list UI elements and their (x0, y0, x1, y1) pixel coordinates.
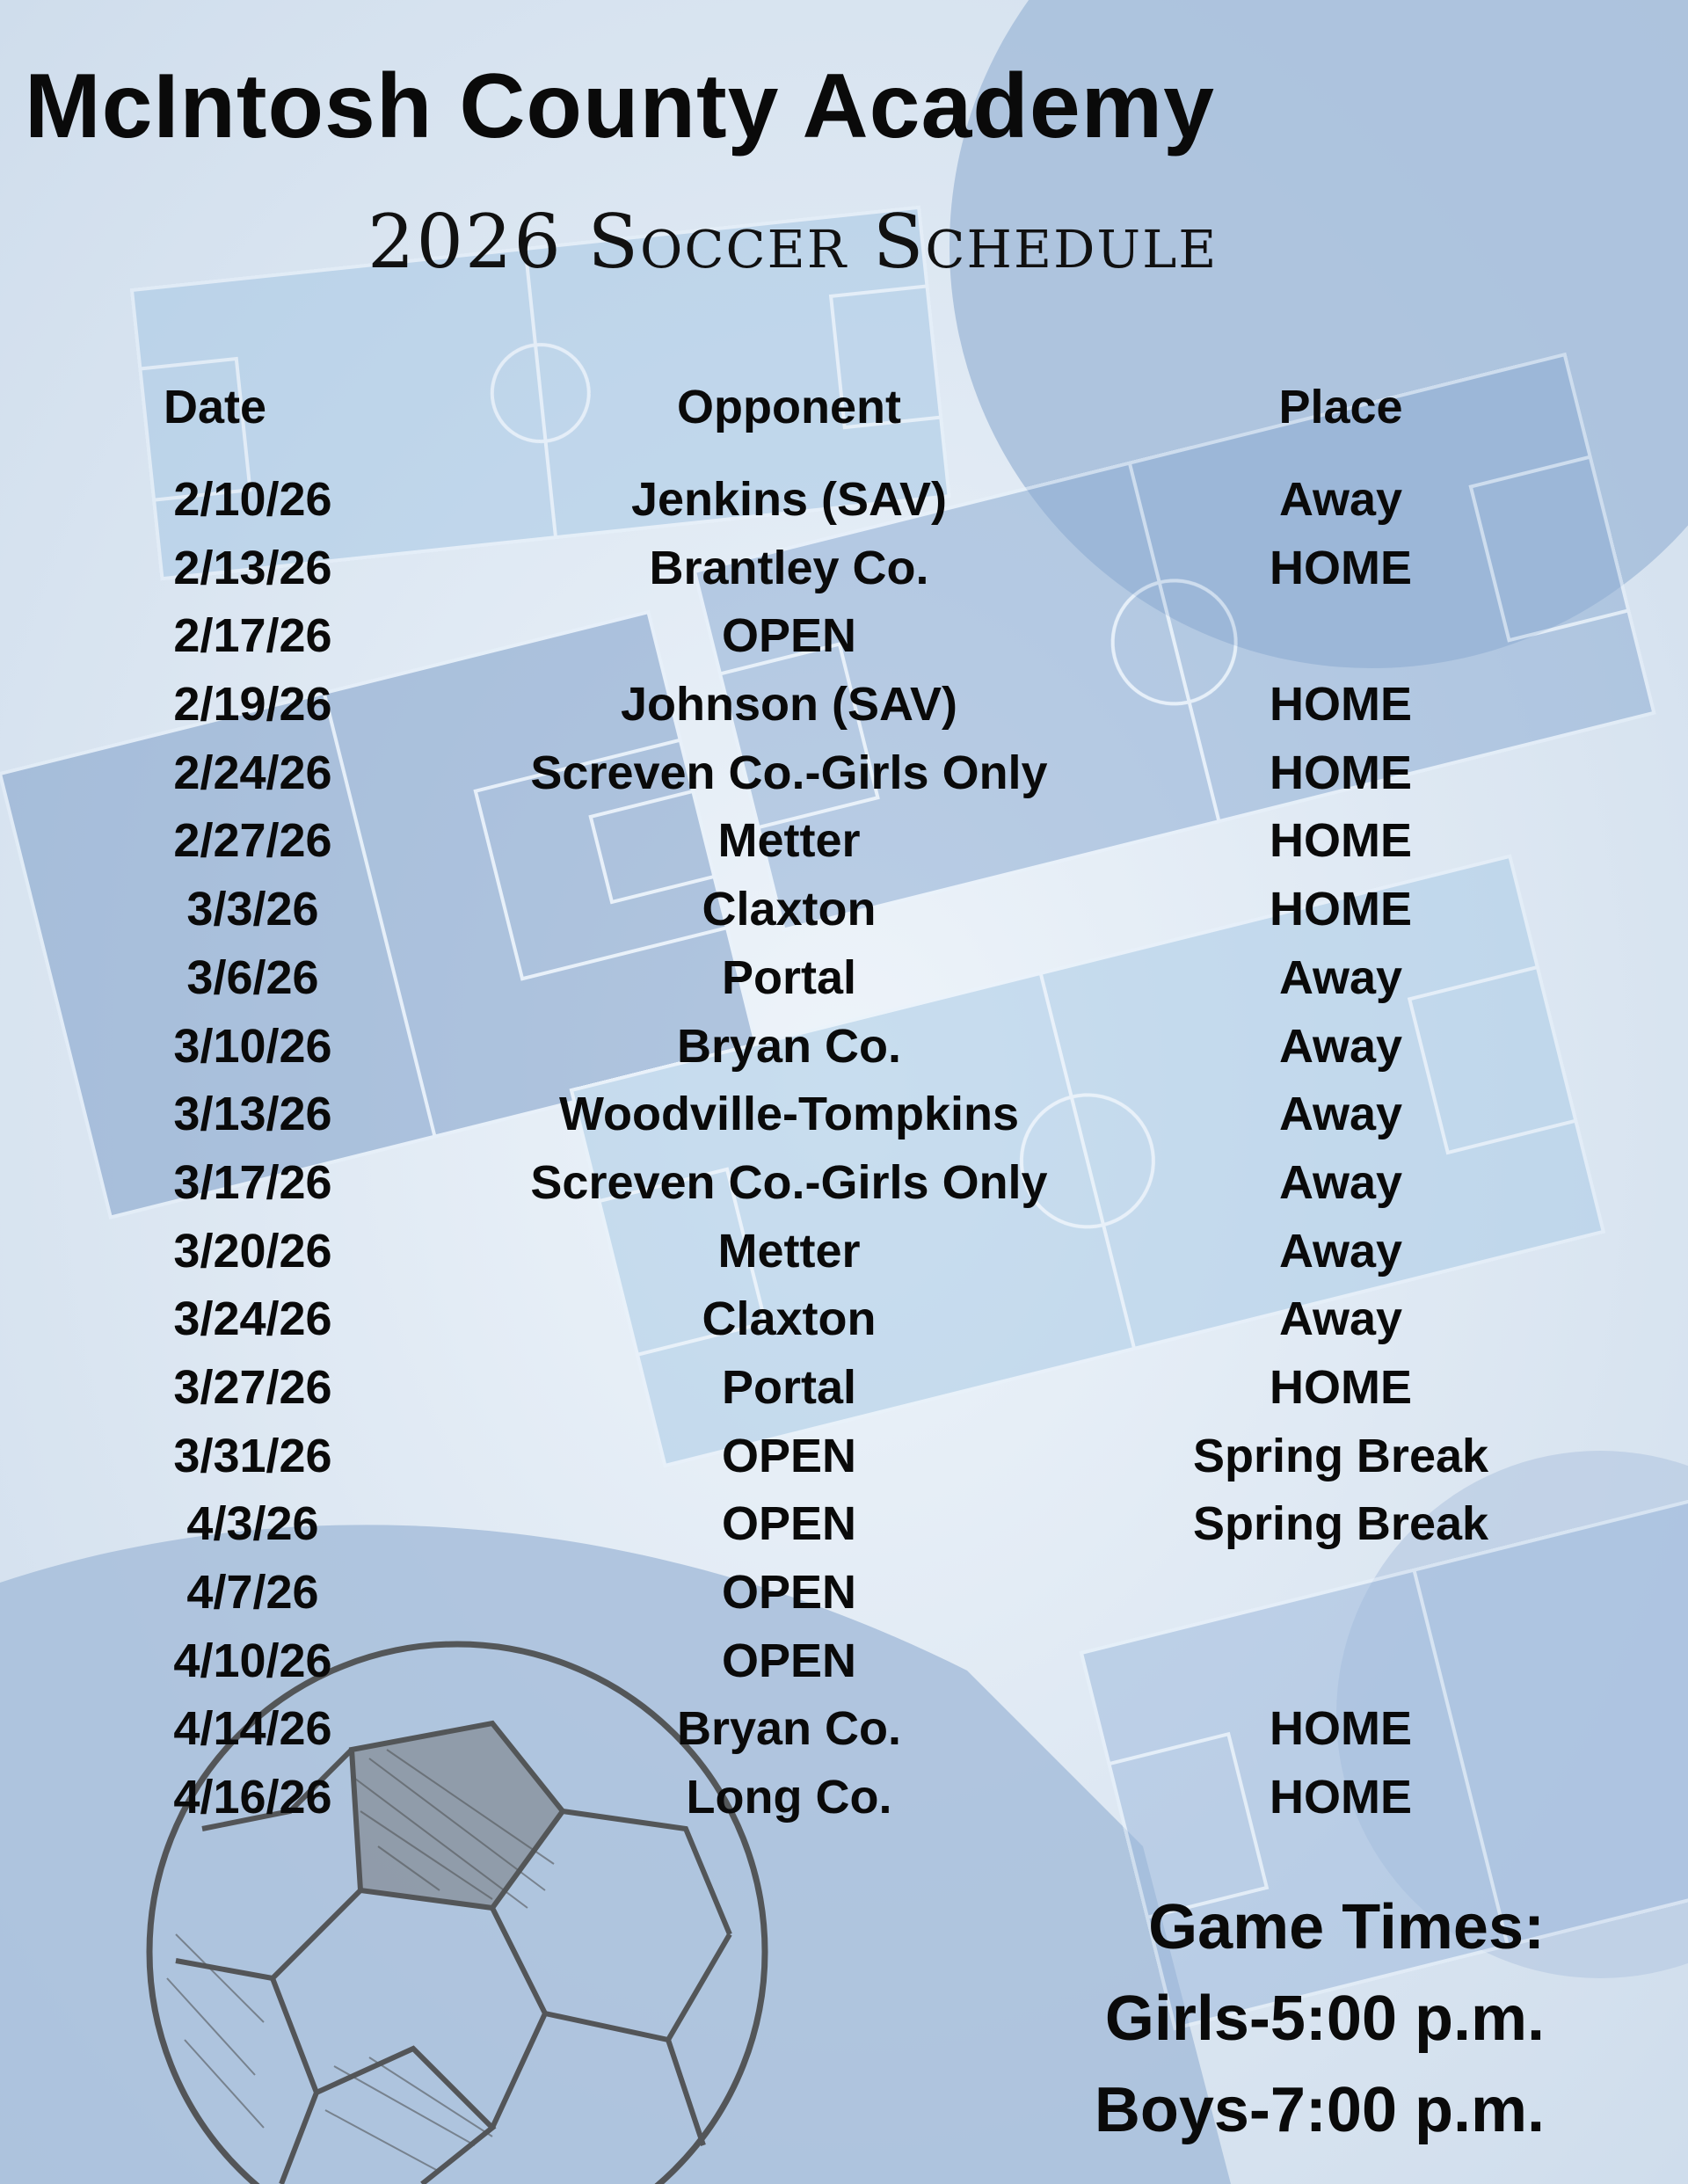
table-row (0, 878, 1688, 947)
row-place: Away (1278, 1224, 1403, 1278)
row-opponent: Claxton (702, 883, 877, 936)
row-date: 4/3/26 (186, 1497, 319, 1551)
row-date: 2/10/26 (173, 473, 332, 526)
row-date: 4/14/26 (173, 1702, 332, 1756)
row-date: 3/17/26 (173, 1155, 332, 1209)
row-opponent: Screven Co.-Girls Only (530, 1155, 1048, 1209)
row-date: 2/27/26 (173, 814, 332, 868)
table-row (0, 1698, 1688, 1766)
row-place: HOME (1270, 678, 1412, 732)
row-date: 4/10/26 (173, 1634, 332, 1687)
row-date: 3/31/26 (173, 1429, 332, 1482)
game-times-heading: Game Times: (1148, 1892, 1545, 1962)
table-row (0, 742, 1688, 811)
column-header-opponent: Opponent (677, 381, 901, 433)
row-place: HOME (1270, 1360, 1412, 1414)
table-row (0, 469, 1688, 537)
row-date: 3/20/26 (173, 1224, 332, 1278)
column-header-date: Date (164, 381, 267, 433)
girls-game-time: Girls-5:00 p.m. (1104, 1984, 1545, 2054)
row-place: Spring Break (1192, 1497, 1489, 1551)
table-row (0, 1220, 1688, 1289)
row-date: 3/24/26 (173, 1292, 332, 1346)
row-place: Away (1278, 1292, 1403, 1346)
game-times-block (1095, 1882, 1545, 2156)
table-row (0, 1083, 1688, 1152)
row-date: 2/19/26 (173, 678, 332, 732)
table-row (0, 1562, 1688, 1630)
table-row (0, 1493, 1688, 1562)
row-date: 4/16/26 (173, 1771, 332, 1824)
row-place: Away (1278, 473, 1403, 526)
row-opponent: Metter (717, 1224, 861, 1278)
row-date: 3/13/26 (173, 1088, 332, 1141)
boys-game-time: Boys-7:00 p.m. (1094, 2075, 1545, 2145)
row-date: 2/17/26 (173, 609, 332, 663)
row-opponent: Long Co. (686, 1771, 892, 1824)
schedule-table (0, 469, 1688, 1835)
row-opponent: Portal (721, 1360, 857, 1414)
table-row (0, 1630, 1688, 1699)
row-date: 4/7/26 (186, 1566, 319, 1619)
table-row (0, 1425, 1688, 1494)
table-row (0, 1152, 1688, 1220)
row-date: 3/6/26 (186, 950, 319, 1004)
row-opponent: Claxton (702, 1292, 877, 1346)
row-date: 3/27/26 (173, 1360, 332, 1414)
row-place: HOME (1270, 883, 1412, 936)
row-opponent: Brantley Co. (649, 541, 929, 594)
column-header-place: Place (1278, 381, 1403, 433)
row-place: Away (1278, 1088, 1403, 1141)
row-opponent: Jenkins (SAV) (630, 473, 948, 526)
table-row (0, 947, 1688, 1016)
page-title: McIntosh County Academy (25, 55, 1215, 157)
row-place: HOME (1270, 541, 1412, 594)
table-row (0, 673, 1688, 742)
row-opponent: Screven Co.-Girls Only (530, 746, 1048, 799)
row-opponent: OPEN (721, 1566, 857, 1619)
schedule-subtitle: 2026 Soccer Schedule (367, 199, 1219, 285)
row-opponent: Portal (721, 950, 857, 1004)
row-place: HOME (1270, 1771, 1412, 1824)
row-date: 2/24/26 (173, 746, 332, 799)
row-place: Spring Break (1192, 1429, 1489, 1482)
row-opponent: Johnson (SAV) (621, 678, 957, 732)
row-opponent: OPEN (721, 1497, 857, 1551)
row-opponent: Bryan Co. (676, 1019, 902, 1073)
table-row (0, 605, 1688, 673)
row-opponent: Bryan Co. (676, 1702, 902, 1756)
row-place: HOME (1270, 1702, 1412, 1756)
row-place: Away (1278, 1155, 1403, 1209)
row-opponent: OPEN (721, 1429, 857, 1482)
row-place: HOME (1270, 746, 1412, 799)
row-date: 3/10/26 (173, 1019, 332, 1073)
row-place: Away (1278, 1019, 1403, 1073)
table-row (0, 537, 1688, 606)
row-opponent: OPEN (721, 1634, 857, 1687)
row-opponent: OPEN (721, 609, 857, 663)
table-row (0, 1288, 1688, 1357)
row-date: 3/3/26 (186, 883, 319, 936)
table-row (0, 1766, 1688, 1835)
table-row (0, 810, 1688, 878)
row-date: 2/13/26 (173, 541, 332, 594)
row-opponent: Metter (717, 814, 861, 868)
table-row (0, 1357, 1688, 1425)
row-place: Away (1278, 950, 1403, 1004)
row-place: HOME (1270, 814, 1412, 868)
table-row (0, 1016, 1688, 1084)
row-opponent: Woodville-Tompkins (558, 1088, 1020, 1141)
